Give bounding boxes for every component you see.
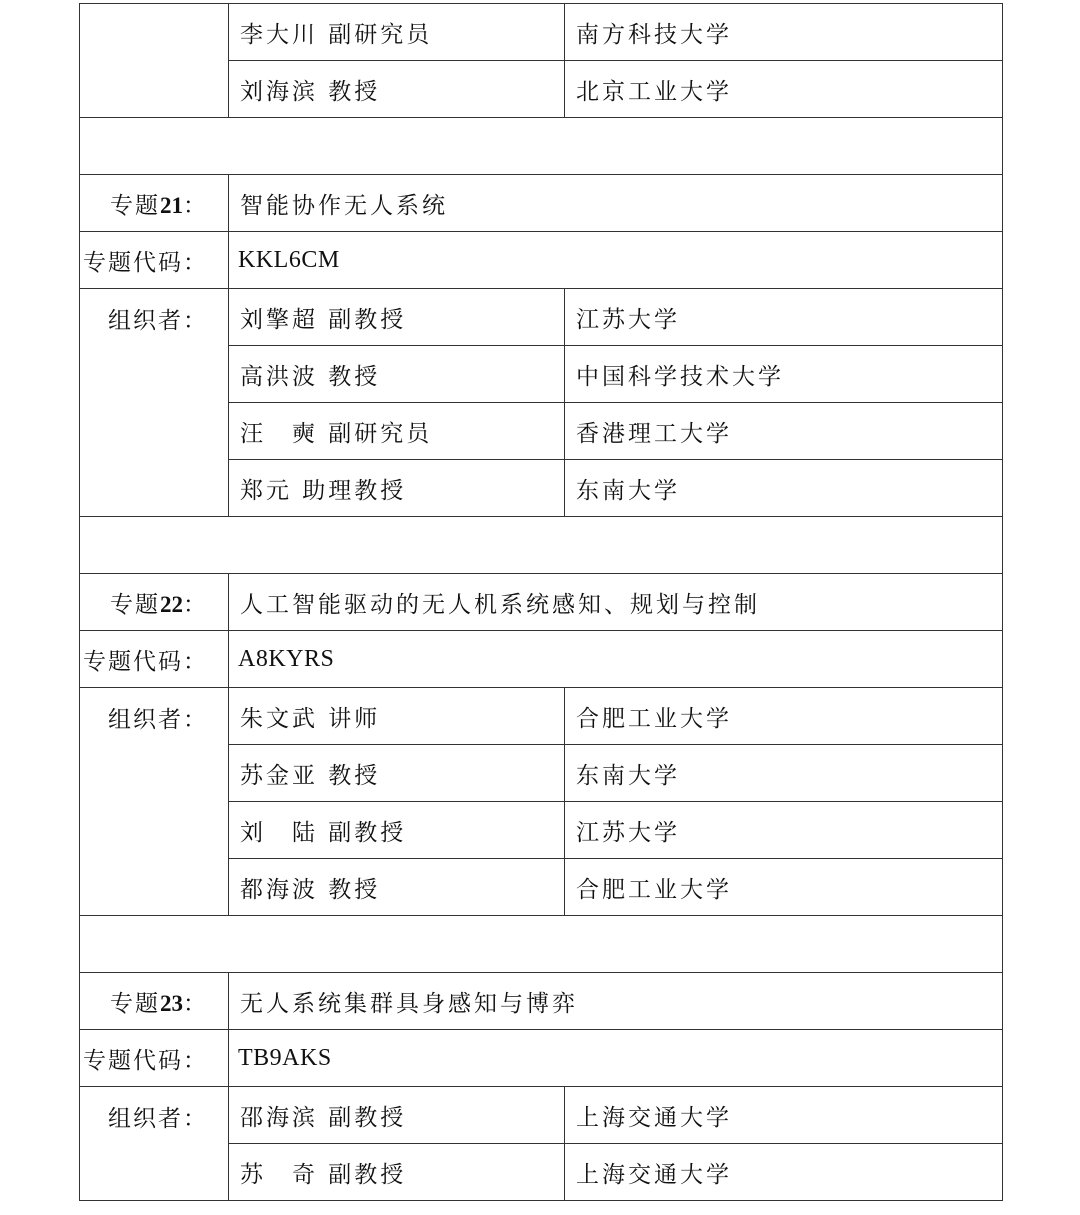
organizer-affiliation: 合肥工业大学 <box>565 688 1003 745</box>
topic-code-label: 专题代码： <box>80 631 229 688</box>
empty-label-cell <box>80 4 229 118</box>
topic-code-row <box>80 1030 1003 1087</box>
topic-title: 智能协作无人系统 <box>229 175 1003 232</box>
organizer-row <box>80 1087 1003 1144</box>
organizers-label: 组织者： <box>80 289 229 517</box>
organizer-row <box>80 688 1003 745</box>
topic-label: 专题22： <box>80 574 229 631</box>
spacer-row <box>80 916 1003 973</box>
organizer-row <box>80 289 1003 346</box>
organizer-affiliation: 东南大学 <box>565 460 1003 517</box>
topic-code-row <box>80 232 1003 289</box>
organizers-label: 组织者： <box>80 1087 229 1201</box>
organizer-name: 高洪波 教授 <box>229 346 565 403</box>
organizer-affiliation: 上海交通大学 <box>565 1087 1003 1144</box>
organizer-name: 刘擎超 副教授 <box>229 289 565 346</box>
organizer-name: 李大川 副研究员 <box>229 4 565 61</box>
spacer-row <box>80 517 1003 574</box>
topic-title-row <box>80 175 1003 232</box>
organizer-affiliation: 上海交通大学 <box>565 1144 1003 1201</box>
topics-table <box>79 3 1003 1201</box>
organizers-label: 组织者： <box>80 688 229 916</box>
topic-label: 专题21： <box>80 175 229 232</box>
topic-code-label: 专题代码： <box>80 232 229 289</box>
organizer-name: 朱文武 讲师 <box>229 688 565 745</box>
topic-title-row <box>80 973 1003 1030</box>
topic-title: 无人系统集群具身感知与博弈 <box>229 973 1003 1030</box>
organizer-name: 都海波 教授 <box>229 859 565 916</box>
organizer-affiliation: 合肥工业大学 <box>565 859 1003 916</box>
organizer-name: 苏金亚 教授 <box>229 745 565 802</box>
organizer-affiliation: 江苏大学 <box>565 802 1003 859</box>
topic-code: A8KYRS <box>229 631 1003 688</box>
organizer-name: 刘海滨 教授 <box>229 61 565 118</box>
organizer-name: 郑元 助理教授 <box>229 460 565 517</box>
topic-title: 人工智能驱动的无人机系统感知、规划与控制 <box>229 574 1003 631</box>
organizer-affiliation: 东南大学 <box>565 745 1003 802</box>
organizer-affiliation: 中国科学技术大学 <box>565 346 1003 403</box>
organizer-name: 刘 陆 副教授 <box>229 802 565 859</box>
organizer-affiliation: 江苏大学 <box>565 289 1003 346</box>
topic-label: 专题23： <box>80 973 229 1030</box>
organizer-name: 汪 奭 副研究员 <box>229 403 565 460</box>
topic-title-row <box>80 574 1003 631</box>
spacer-row <box>80 118 1003 175</box>
topic-code: TB9AKS <box>229 1030 1003 1087</box>
topic-code-label: 专题代码： <box>80 1030 229 1087</box>
organizer-name: 苏 奇 副教授 <box>229 1144 565 1201</box>
organizer-affiliation: 南方科技大学 <box>565 4 1003 61</box>
topic-code: KKL6CM <box>229 232 1003 289</box>
organizer-affiliation: 北京工业大学 <box>565 61 1003 118</box>
organizer-affiliation: 香港理工大学 <box>565 403 1003 460</box>
organizer-row <box>80 4 1003 61</box>
topic-code-row <box>80 631 1003 688</box>
organizer-name: 邵海滨 副教授 <box>229 1087 565 1144</box>
